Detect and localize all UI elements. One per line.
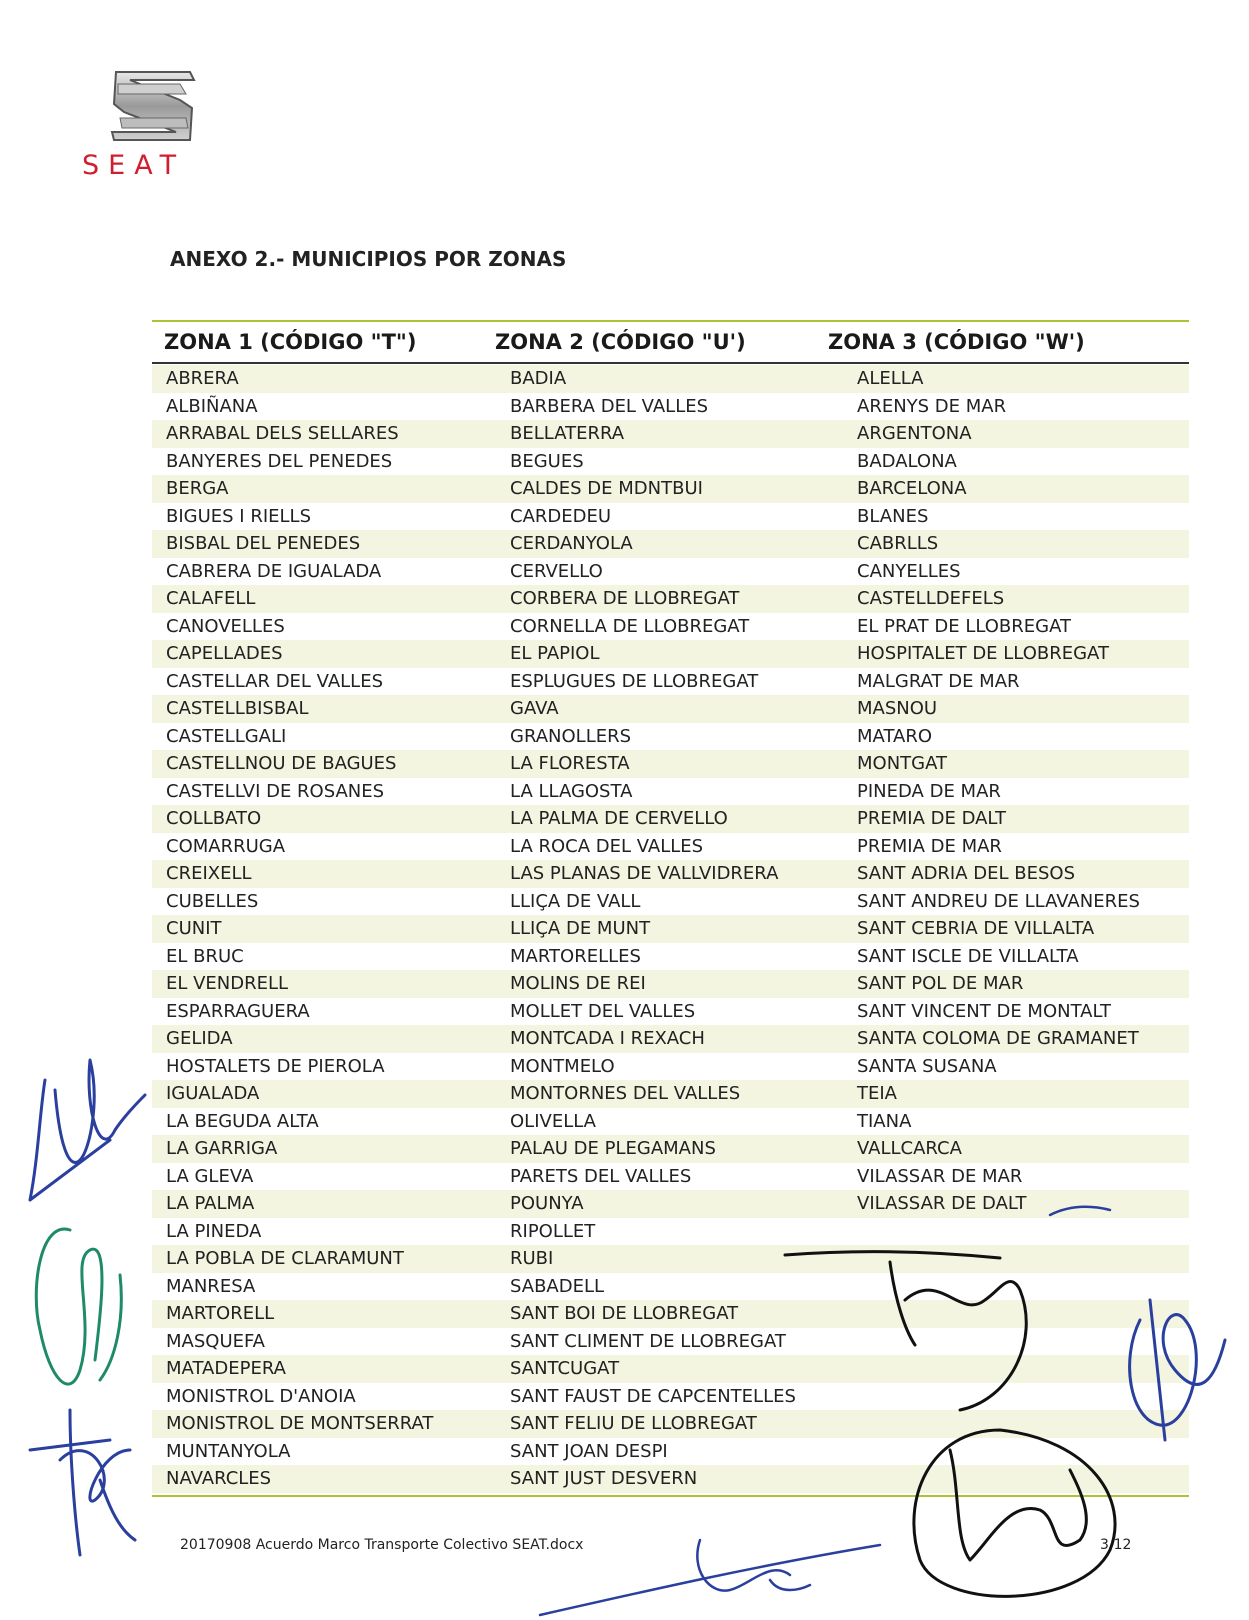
cell-zona-2: SANT FELIU DE LLOBREGAT — [510, 1413, 757, 1434]
page-title: ANEXO 2.- MUNICIPIOS POR ZONAS — [170, 247, 567, 271]
table-row — [152, 1300, 1189, 1328]
cell-zona-2: GRANOLLERS — [510, 725, 632, 747]
table-row — [152, 365, 1189, 393]
cell-zona-2: BADIA — [510, 368, 567, 389]
cell-zona-2: LA PALMA DE CERVELLO — [510, 808, 728, 829]
cell-zona-1: ABRERA — [166, 368, 239, 389]
cell-zona-3: BARCELONA — [857, 478, 967, 499]
cell-zona-3: SANT ISCLE DE VILLALTA — [857, 945, 1079, 967]
signature-blue-left-top — [30, 1060, 145, 1200]
cell-zona-2: SABADELL — [510, 1275, 605, 1297]
table-row — [152, 558, 1189, 586]
cell-zona-1: CAPELLADES — [166, 643, 283, 664]
cell-zona-1: GELIDA — [166, 1028, 233, 1049]
seat-logo — [82, 70, 232, 180]
cell-zona-1: CABRERA DE IGUALADA — [166, 560, 382, 582]
cell-zona-1: LA BEGUDA ALTA — [166, 1110, 319, 1132]
table-row — [152, 833, 1189, 861]
cell-zona-3: CABRLLS — [857, 533, 939, 554]
header-zona-3: ZONA 3 (CÓDIGO "W') — [828, 330, 1085, 354]
cell-zona-2: GAVA — [510, 698, 559, 719]
table-row — [152, 640, 1189, 668]
cell-zona-1: BERGA — [166, 478, 229, 499]
cell-zona-1: CASTELLBISBAL — [166, 698, 309, 719]
table-row — [152, 585, 1189, 613]
seat-wordmark: SEAT — [82, 150, 186, 181]
cell-zona-3: MALGRAT DE MAR — [857, 670, 1020, 692]
cell-zona-2: MOLINS DE REI — [510, 973, 646, 994]
cell-zona-1: LA GLEVA — [166, 1165, 254, 1187]
table-row — [152, 778, 1189, 806]
cell-zona-1: ARRABAL DELS SELLARES — [166, 423, 399, 444]
table-row — [152, 750, 1189, 778]
cell-zona-1: IGUALADA — [166, 1083, 260, 1104]
cell-zona-2: OLIVELLA — [510, 1110, 596, 1132]
table-row — [152, 1163, 1189, 1191]
table-row — [152, 393, 1189, 421]
cell-zona-3: EL PRAT DE LLOBREGAT — [857, 615, 1072, 637]
cell-zona-1: CUNIT — [166, 918, 222, 939]
table-row — [152, 503, 1189, 531]
table-row — [152, 1190, 1189, 1218]
table-bottom-rule — [152, 1495, 1189, 1497]
cell-zona-2: LA FLORESTA — [510, 753, 630, 774]
table-row — [152, 475, 1189, 503]
signature-blue-bottom — [540, 1540, 880, 1615]
cell-zona-3: SANT VINCENT DE MONTALT — [857, 1000, 1112, 1022]
footer-filename: 20170908 Acuerdo Marco Transporte Colectivo SEAT.docx — [180, 1537, 584, 1553]
cell-zona-2: MONTCADA I REXACH — [510, 1028, 705, 1049]
cell-zona-1: CUBELLES — [166, 890, 259, 912]
cell-zona-3: SANT ANDREU DE LLAVANERES — [857, 890, 1140, 912]
cell-zona-2: LLIÇA DE VALL — [510, 890, 641, 912]
table-row — [152, 1108, 1189, 1136]
cell-zona-1: COMARRUGA — [166, 835, 286, 857]
cell-zona-1: ESPARRAGUERA — [166, 1000, 310, 1022]
table-row — [152, 530, 1189, 558]
seat-s-emblem-icon — [110, 70, 196, 142]
cell-zona-1: CASTELLVI DE ROSANES — [166, 780, 385, 802]
cell-zona-3: CANYELLES — [857, 560, 961, 582]
cell-zona-1: CASTELLAR DEL VALLES — [166, 670, 384, 692]
cell-zona-1: LA POBLA DE CLARAMUNT — [166, 1248, 404, 1269]
table-row — [152, 1383, 1189, 1411]
table-row — [152, 998, 1189, 1026]
cell-zona-3: PREMIA DE MAR — [857, 835, 1002, 857]
cell-zona-3: BADALONA — [857, 450, 957, 472]
cell-zona-3: SANT ADRIA DEL BESOS — [857, 863, 1076, 884]
cell-zona-3: SANT CEBRIA DE VILLALTA — [857, 918, 1095, 939]
cell-zona-3: PREMIA DE DALT — [857, 808, 1006, 829]
table-row — [152, 1355, 1189, 1383]
cell-zona-2: SANTCUGAT — [510, 1358, 620, 1379]
cell-zona-1: MARTORELL — [166, 1303, 275, 1324]
cell-zona-1: BISBAL DEL PENEDES — [166, 533, 361, 554]
cell-zona-1: BIGUES I RIELLS — [166, 505, 312, 527]
table-row — [152, 805, 1189, 833]
cell-zona-1: COLLBATO — [166, 808, 262, 829]
cell-zona-2: CERDANYOLA — [510, 533, 633, 554]
cell-zona-1: HOSTALETS DE PIEROLA — [166, 1055, 385, 1077]
cell-zona-2: CERVELLO — [510, 560, 603, 582]
cell-zona-3: CASTELLDEFELS — [857, 588, 1005, 609]
cell-zona-1: MONISTROL DE MONTSERRAT — [166, 1413, 434, 1434]
cell-zona-2: POUNYA — [510, 1193, 584, 1214]
cell-zona-1: LA PALMA — [166, 1193, 255, 1214]
cell-zona-2: CARDEDEU — [510, 505, 612, 527]
cell-zona-3: SANT POL DE MAR — [857, 973, 1024, 994]
cell-zona-1: EL BRUC — [166, 945, 244, 967]
cell-zona-2: CORBERA DE LLOBREGAT — [510, 588, 740, 609]
cell-zona-1: LA PINEDA — [166, 1220, 262, 1242]
cell-zona-2: SANT BOI DE LLOBREGAT — [510, 1303, 739, 1324]
signature-green-left — [36, 1229, 121, 1384]
cell-zona-1: CASTELLNOU DE BAGUES — [166, 753, 397, 774]
cell-zona-3: SANTA SUSANA — [857, 1055, 997, 1077]
table-row — [152, 1328, 1189, 1356]
cell-zona-1: MATADEPERA — [166, 1358, 286, 1379]
cell-zona-3: BLANES — [857, 505, 929, 527]
cell-zona-2: LA LLAGOSTA — [510, 780, 633, 802]
cell-zona-3: VALLCARCA — [857, 1138, 962, 1159]
header-zona-1: ZONA 1 (CÓDIGO "T") — [164, 330, 417, 354]
cell-zona-2: PALAU DE PLEGAMANS — [510, 1138, 716, 1159]
table-row — [152, 723, 1189, 751]
cell-zona-3: MONTGAT — [857, 753, 948, 774]
cell-zona-2: BELLATERRA — [510, 423, 625, 444]
cell-zona-3: PINEDA DE MAR — [857, 780, 1001, 802]
cell-zona-2: RIPOLLET — [510, 1220, 596, 1242]
cell-zona-3: ARGENTONA — [857, 423, 972, 444]
cell-zona-1: MONISTROL D'ANOIA — [166, 1385, 356, 1407]
cell-zona-1: MASQUEFA — [166, 1330, 265, 1352]
cell-zona-2: ESPLUGUES DE LLOBREGAT — [510, 670, 759, 692]
cell-zona-1: CREIXELL — [166, 863, 252, 884]
cell-zona-2: LAS PLANAS DE VALLVIDRERA — [510, 863, 779, 884]
cell-zona-1: LA GARRIGA — [166, 1138, 278, 1159]
cell-zona-2: PARETS DEL VALLES — [510, 1165, 692, 1187]
cell-zona-3: MATARO — [857, 725, 933, 747]
table-row — [152, 1438, 1189, 1466]
cell-zona-2: MONTORNES DEL VALLES — [510, 1083, 741, 1104]
cell-zona-3: TEIA — [857, 1083, 897, 1104]
table-row — [152, 1465, 1189, 1493]
table-row — [152, 970, 1189, 998]
cell-zona-1: CALAFELL — [166, 588, 256, 609]
cell-zona-2: SANT JUST DESVERN — [510, 1468, 698, 1489]
cell-zona-3: VILASSAR DE MAR — [857, 1165, 1023, 1187]
table-row — [152, 1053, 1189, 1081]
table-row — [152, 1273, 1189, 1301]
table-row — [152, 1025, 1189, 1053]
cell-zona-2: SANT JOAN DESPI — [510, 1440, 668, 1462]
cell-zona-2: EL PAPIOL — [510, 643, 600, 664]
table-row — [152, 1135, 1189, 1163]
table-row — [152, 943, 1189, 971]
table-header-row — [152, 322, 1189, 364]
table-row — [152, 915, 1189, 943]
cell-zona-1: BANYERES DEL PENEDES — [166, 450, 393, 472]
cell-zona-1: EL VENDRELL — [166, 973, 289, 994]
cell-zona-1: CANOVELLES — [166, 615, 285, 637]
table-row — [152, 420, 1189, 448]
table-row — [152, 1245, 1189, 1273]
cell-zona-3: MASNOU — [857, 698, 938, 719]
cell-zona-3: ARENYS DE MAR — [857, 395, 1007, 417]
cell-zona-3: VILASSAR DE DALT — [857, 1193, 1027, 1214]
cell-zona-1: MUNTANYOLA — [166, 1440, 291, 1462]
cell-zona-3: TIANA — [857, 1110, 912, 1132]
cell-zona-2: BARBERA DEL VALLES — [510, 395, 709, 417]
cell-zona-2: MONTMELO — [510, 1055, 615, 1077]
table-row — [152, 668, 1189, 696]
cell-zona-2: CALDES DE MDNTBUI — [510, 478, 703, 499]
cell-zona-1: MANRESA — [166, 1275, 256, 1297]
cell-zona-3: SANTA COLOMA DE GRAMANET — [857, 1028, 1139, 1049]
signature-blue-left-bottom — [30, 1410, 135, 1555]
table-row — [152, 613, 1189, 641]
cell-zona-3: ALELLA — [857, 368, 924, 389]
table-row — [152, 695, 1189, 723]
table-row — [152, 1410, 1189, 1438]
header-zona-2: ZONA 2 (CÓDIGO "U') — [495, 330, 746, 354]
table-row — [152, 448, 1189, 476]
cell-zona-2: MARTORELLES — [510, 945, 641, 967]
cell-zona-3: HOSPITALET DE LLOBREGAT — [857, 643, 1109, 664]
cell-zona-2: CORNELLA DE LLOBREGAT — [510, 615, 750, 637]
cell-zona-2: RUBI — [510, 1248, 554, 1269]
cell-zona-1: ALBIÑANA — [166, 395, 258, 417]
footer-page-number: 3/12 — [1100, 1537, 1132, 1553]
cell-zona-2: BEGUES — [510, 450, 584, 472]
cell-zona-2: SANT CLIMENT DE LLOBREGAT — [510, 1330, 786, 1352]
cell-zona-1: NAVARCLES — [166, 1468, 272, 1489]
table-row — [152, 1218, 1189, 1246]
cell-zona-2: LLIÇA DE MUNT — [510, 918, 651, 939]
cell-zona-2: LA ROCA DEL VALLES — [510, 835, 704, 857]
table-row — [152, 1080, 1189, 1108]
table-row — [152, 860, 1189, 888]
cell-zona-2: MOLLET DEL VALLES — [510, 1000, 696, 1022]
cell-zona-1: CASTELLGALI — [166, 725, 287, 747]
cell-zona-2: SANT FAUST DE CAPCENTELLES — [510, 1385, 796, 1407]
table-row — [152, 888, 1189, 916]
